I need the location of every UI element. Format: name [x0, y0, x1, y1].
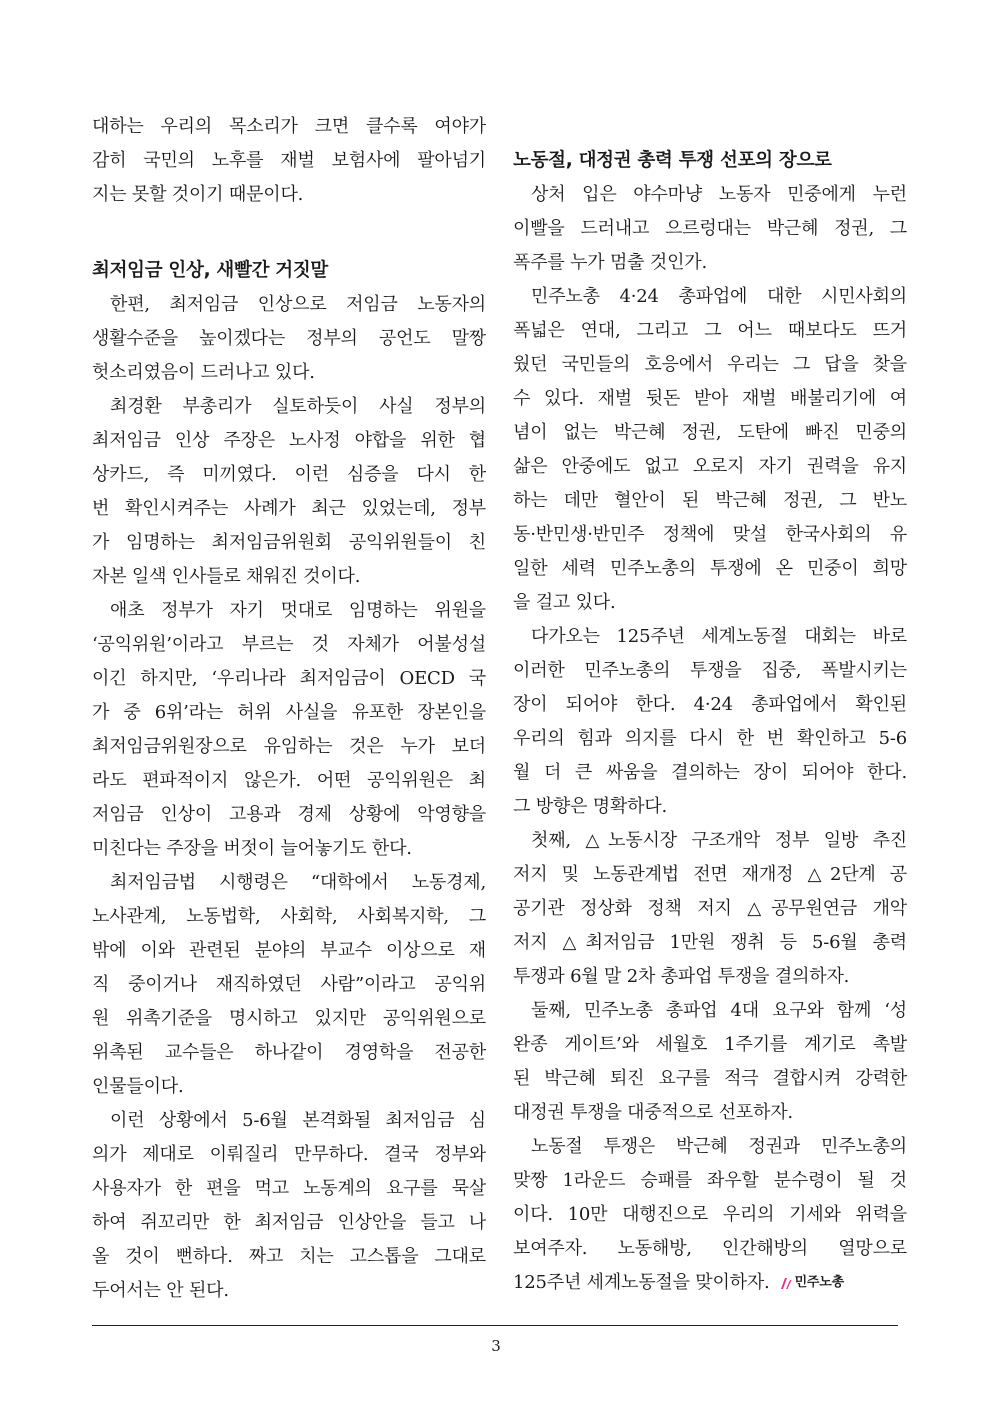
- text-line: 삶은 안중에도 없고 오로지 자기 권력을 유지: [513, 456, 907, 477]
- text-line: 의가 제대로 이뤄질리 만무하다. 결국 정부와: [92, 1144, 486, 1165]
- section-heading: 최저임금 인상, 새빨간 거짓말: [92, 260, 329, 281]
- text-line: 최경환 부총리가 실토하듯이 사실 정부의: [110, 396, 486, 417]
- text-line: 된 박근혜 퇴진 요구를 적극 결합시켜 강력한: [513, 1068, 907, 1089]
- text-line: 저지 △최저임금 1만원 쟁취 등 5-6월 총력: [513, 932, 907, 953]
- text-line: 인물들이다.: [92, 1076, 184, 1097]
- kctu-logo: [780, 1266, 844, 1300]
- text-line: 일한 세력 민주노총의 투쟁에 온 민중이 희망: [513, 558, 907, 579]
- text-line: 라도 편파적이지 않은가. 어떤 공익위원은 최: [92, 770, 486, 791]
- text-line: 노사관계, 노동법학, 사회학, 사회복지학, 그: [92, 906, 486, 927]
- text-line: 헛소리였음이 드러나고 있다.: [92, 362, 315, 383]
- text-line: 공기관 정상화 정책 저지 △공무원연금 개악: [513, 898, 907, 919]
- text-line: 폭주를 누가 멈출 것인가.: [513, 252, 707, 273]
- text-line: 상카드, 즉 미끼였다. 이런 심증을 다시 한: [92, 464, 486, 485]
- text-line: 가 중 6위’라는 허위 사실을 유포한 장본인을: [92, 702, 486, 723]
- text-line: 대하는 우리의 목소리가 크면 클수록 여야가: [92, 116, 486, 137]
- text-line: 올 것이 뻔하다. 짜고 치는 고스톱을 그대로: [92, 1246, 486, 1267]
- text-line: 가 임명하는 최저임금위원회 공익위원들이 친: [92, 532, 486, 553]
- text-line: 맞짱 1라운드 승패를 좌우할 분수령이 될 것: [513, 1170, 907, 1191]
- text-line: 미친다는 주장을 버젓이 늘어놓기도 한다.: [92, 838, 412, 859]
- text-line: 저지 및 노동관계법 전면 재개정 △2단계 공: [513, 864, 907, 885]
- text-line: 밖에 이와 관련된 분야의 부교수 이상으로 재: [92, 940, 486, 961]
- logo-text: 민주노총: [794, 1275, 845, 1290]
- text-line: 웠던 국민들의 호응에서 우리는 그 답을 찾을: [513, 354, 907, 375]
- text-line: 생활수준을 높이겠다는 정부의 공언도 말짱: [92, 328, 486, 349]
- text-line: 125주년 세계노동절을 맞이하자.: [513, 1272, 770, 1293]
- text-line: 장이 되어야 한다. 4·24 총파업에서 확인된: [513, 694, 907, 715]
- text-line: 원 위촉기준을 명시하고 있지만 공익위원으로: [92, 1008, 486, 1029]
- text-line: 최저임금 인상 주장은 노사정 야합을 위한 협: [92, 430, 486, 451]
- text-line: 이긴 하지만, ‘우리나라 최저임금이 OECD 국: [92, 668, 486, 689]
- text-line: 한편, 최저임금 인상으로 저임금 노동자의: [110, 294, 486, 315]
- text-line: ‘공익위원’이라고 부르는 것 자체가 어불성설: [92, 634, 486, 655]
- text-line: 우리의 힘과 의지를 다시 한 번 확인하고 5-6: [513, 728, 907, 749]
- text-line: 첫째, △노동시장 구조개악 정부 일방 추진: [531, 830, 907, 851]
- text-line: 수 있다. 재벌 뒷돈 받아 재벌 배불리기에 여: [513, 388, 907, 409]
- text-line: 번 확인시켜주는 사례가 최근 있었는데, 정부: [92, 498, 486, 519]
- text-line: 이다. 10만 대행진으로 우리의 기세와 위력을: [513, 1204, 907, 1225]
- text-line: 폭넓은 연대, 그리고 그 어느 때보다도 뜨거: [513, 320, 907, 341]
- text-line: 이빨을 드러내고 으르렁대는 박근혜 정권, 그: [513, 218, 907, 239]
- text-line: 다가오는 125주년 세계노동절 대회는 바로: [531, 626, 907, 647]
- text-line: 저임금 인상이 고용과 경제 상황에 악영향을: [92, 804, 486, 825]
- kctu-logo-icon: [780, 1276, 792, 1290]
- text-line: 이러한 민주노총의 투쟁을 집중, 폭발시키는: [513, 660, 907, 681]
- text-line: 하는 데만 혈안이 된 박근혜 정권, 그 반노: [513, 490, 907, 511]
- text-line: 직 중이거나 재직하였던 사람”이라고 공익위: [92, 974, 486, 995]
- text-line: 노동절 투쟁은 박근혜 정권과 민주노총의: [531, 1136, 907, 1157]
- text-line: 감히 국민의 노후를 재벌 보험사에 팔아넘기: [92, 150, 486, 171]
- section-heading: 노동절, 대정권 총력 투쟁 선포의 장으로: [513, 150, 832, 171]
- text-line: 을 걸고 있다.: [513, 592, 616, 613]
- text-line: 념이 없는 박근혜 정권, 도탄에 빠진 민중의: [513, 422, 907, 443]
- text-line: 위촉된 교수들은 하나같이 경영학을 전공한: [92, 1042, 486, 1063]
- text-line: 동·반민생·반민주 정책에 맞설 한국사회의 유: [513, 524, 907, 545]
- text-line: 대정권 투쟁을 대중적으로 선포하자.: [513, 1102, 793, 1123]
- text-line: 자본 일색 인사들로 채워진 것이다.: [92, 566, 361, 587]
- text-line: 이런 상황에서 5-6월 본격화될 최저임금 심: [110, 1110, 486, 1131]
- text-line: 애초 정부가 자기 멋대로 임명하는 위원을: [110, 600, 486, 621]
- text-line: 최저임금위원장으로 유임하는 것은 누가 보더: [92, 736, 486, 757]
- text-line: 보여주자. 노동해방, 인간해방의 열망으로: [513, 1238, 907, 1259]
- text-line: 투쟁과 6월 말 2차 총파업 투쟁을 결의하자.: [513, 966, 850, 987]
- right-column: [513, 110, 907, 1300]
- text-line: 최저임금법 시행령은 “대학에서 노동경제,: [110, 872, 486, 893]
- text-line: 둘째, 민주노총 총파업 4대 요구와 함께 ‘성: [531, 1000, 907, 1021]
- text-line: 월 더 큰 싸움을 결의하는 장이 되어야 한다.: [513, 762, 907, 783]
- text-line: 사용자가 한 편을 먹고 노동계의 요구를 묵살: [92, 1178, 486, 1199]
- text-line: 민주노총 4·24 총파업에 대한 시민사회의: [531, 286, 907, 307]
- text-line: 그 방향은 명확하다.: [513, 796, 668, 817]
- left-column: [92, 110, 486, 1308]
- closing-line: [513, 1266, 907, 1300]
- footer-rule: [92, 1325, 898, 1326]
- text-line: 두어서는 안 된다.: [92, 1280, 229, 1301]
- text-line: 완종 게이트’와 세월호 1주기를 계기로 촉발: [513, 1034, 907, 1055]
- text-line: 지는 못할 것이기 때문이다.: [92, 184, 304, 205]
- page-number: 3: [491, 1337, 501, 1355]
- text-line: 하여 쥐꼬리만 한 최저임금 인상안을 들고 나: [92, 1212, 486, 1233]
- text-line: 상처 입은 야수마냥 노동자 민중에게 누런: [531, 184, 907, 205]
